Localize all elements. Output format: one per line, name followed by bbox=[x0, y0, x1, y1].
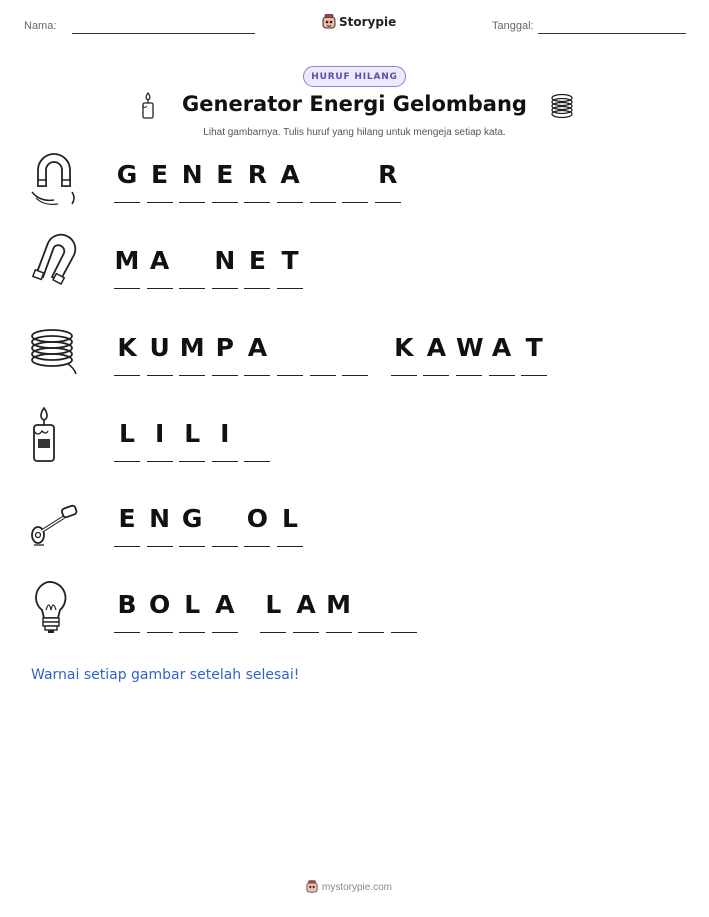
letter-underline bbox=[342, 375, 368, 376]
letter-slot: A bbox=[280, 160, 300, 189]
letter-underline bbox=[244, 461, 270, 462]
letter-underline bbox=[277, 202, 303, 203]
letter-underline bbox=[212, 375, 238, 376]
letter-underline bbox=[212, 288, 238, 289]
letter-slot: O bbox=[148, 590, 171, 619]
name-line[interactable] bbox=[72, 33, 255, 34]
worksheet-type-badge: HURUF HILANG bbox=[303, 66, 406, 87]
storypie-mascot-icon bbox=[322, 14, 336, 30]
footer-url: mystorypie.com bbox=[322, 881, 393, 893]
letter-slot: A bbox=[296, 590, 316, 619]
letter-underline bbox=[244, 202, 270, 203]
date-line[interactable] bbox=[538, 33, 686, 34]
letter-underline bbox=[147, 288, 173, 289]
letter-underline bbox=[342, 202, 368, 203]
letter-slot: A bbox=[149, 246, 170, 275]
letter-underline bbox=[179, 461, 205, 462]
letter-slot: P bbox=[215, 333, 234, 362]
letter-underline bbox=[375, 202, 401, 203]
name-label: Nama: bbox=[24, 20, 57, 32]
letter-underline bbox=[147, 202, 173, 203]
letter-slot: U bbox=[149, 333, 170, 362]
letter-underline bbox=[212, 546, 238, 547]
letter-slot: K bbox=[394, 333, 414, 362]
crank-icon bbox=[28, 495, 80, 555]
letter-underline bbox=[244, 288, 270, 289]
lightbulb-icon bbox=[28, 578, 80, 638]
letter-slot: E bbox=[118, 504, 136, 533]
letter-slot: L bbox=[184, 590, 201, 619]
letter-underline bbox=[277, 375, 303, 376]
letter-underline bbox=[179, 288, 205, 289]
letter-slot: N bbox=[214, 246, 236, 275]
letter-underline bbox=[212, 202, 238, 203]
letter-slot: E bbox=[248, 246, 266, 275]
letter-underline bbox=[391, 632, 417, 633]
letter-underline bbox=[212, 461, 238, 462]
letter-underline bbox=[179, 202, 205, 203]
letter-underline bbox=[456, 375, 482, 376]
letter-underline bbox=[147, 632, 173, 633]
letter-underline bbox=[114, 202, 140, 203]
letter-underline bbox=[244, 546, 270, 547]
letter-slot: L bbox=[282, 504, 298, 533]
letter-underline bbox=[358, 632, 384, 633]
letter-underline bbox=[326, 632, 352, 633]
magnet-icon bbox=[28, 233, 80, 293]
brand-logo bbox=[322, 14, 396, 30]
storypie-mascot-icon bbox=[306, 880, 318, 894]
letter-underline bbox=[277, 546, 303, 547]
letter-underline bbox=[310, 375, 336, 376]
letter-slot: L bbox=[184, 419, 201, 448]
letter-slot: I bbox=[220, 419, 230, 448]
page-title: Generator Energi Gelombang bbox=[182, 92, 527, 116]
letter-underline bbox=[114, 288, 140, 289]
letter-underline bbox=[521, 375, 547, 376]
candle-icon bbox=[28, 405, 80, 465]
letter-slot: W bbox=[456, 333, 484, 362]
letter-slot: A bbox=[247, 333, 268, 362]
letter-slot: E bbox=[151, 160, 169, 189]
letter-underline bbox=[114, 375, 140, 376]
letter-underline bbox=[423, 375, 449, 376]
letter-slot: G bbox=[181, 504, 203, 533]
coloring-instruction: Warnai setiap gambar setelah selesai! bbox=[31, 667, 300, 683]
letter-slot: M bbox=[179, 333, 205, 362]
letter-underline bbox=[179, 375, 205, 376]
letter-slot: A bbox=[491, 333, 512, 362]
letter-underline bbox=[244, 375, 270, 376]
letter-underline bbox=[179, 632, 205, 633]
letter-underline bbox=[310, 202, 336, 203]
letter-underline bbox=[260, 632, 286, 633]
letter-underline bbox=[114, 461, 140, 462]
letter-underline bbox=[114, 546, 140, 547]
letter-slot: K bbox=[117, 333, 137, 362]
letter-slot: N bbox=[149, 504, 171, 533]
coil-icon bbox=[28, 320, 80, 380]
page-subtitle: Lihat gambarnya. Tulis huruf yang hilang untuk mengeja setiap kata. bbox=[203, 127, 506, 138]
letter-underline bbox=[147, 461, 173, 462]
letter-slot: O bbox=[246, 504, 269, 533]
letter-underline bbox=[179, 546, 205, 547]
letter-slot: B bbox=[117, 590, 137, 619]
letter-slot: I bbox=[154, 419, 165, 448]
coil-icon bbox=[549, 93, 575, 119]
letter-slot: R bbox=[378, 160, 398, 189]
letter-underline bbox=[147, 546, 173, 547]
letter-slot: M bbox=[326, 590, 352, 619]
letter-slot: L bbox=[265, 590, 282, 619]
letter-underline bbox=[293, 632, 319, 633]
letter-slot: R bbox=[247, 160, 268, 189]
brand-name: Storypie bbox=[339, 15, 397, 29]
letter-underline bbox=[277, 288, 303, 289]
letter-slot: T bbox=[281, 246, 299, 275]
magnet-spin-icon bbox=[28, 148, 80, 208]
letter-slot: L bbox=[119, 419, 135, 448]
letter-slot: M bbox=[114, 246, 140, 275]
letter-underline bbox=[212, 632, 238, 633]
letter-slot: N bbox=[181, 160, 203, 189]
letter-slot: A bbox=[426, 333, 447, 362]
letter-underline bbox=[147, 375, 173, 376]
letter-underline bbox=[114, 632, 140, 633]
letter-underline bbox=[391, 375, 417, 376]
letter-underline bbox=[489, 375, 515, 376]
letter-slot: A bbox=[215, 590, 235, 619]
letter-slot: G bbox=[116, 160, 138, 189]
footer bbox=[306, 880, 392, 894]
letter-slot: E bbox=[216, 160, 234, 189]
date-label: Tanggal: bbox=[492, 20, 534, 32]
letter-slot: T bbox=[525, 333, 543, 362]
